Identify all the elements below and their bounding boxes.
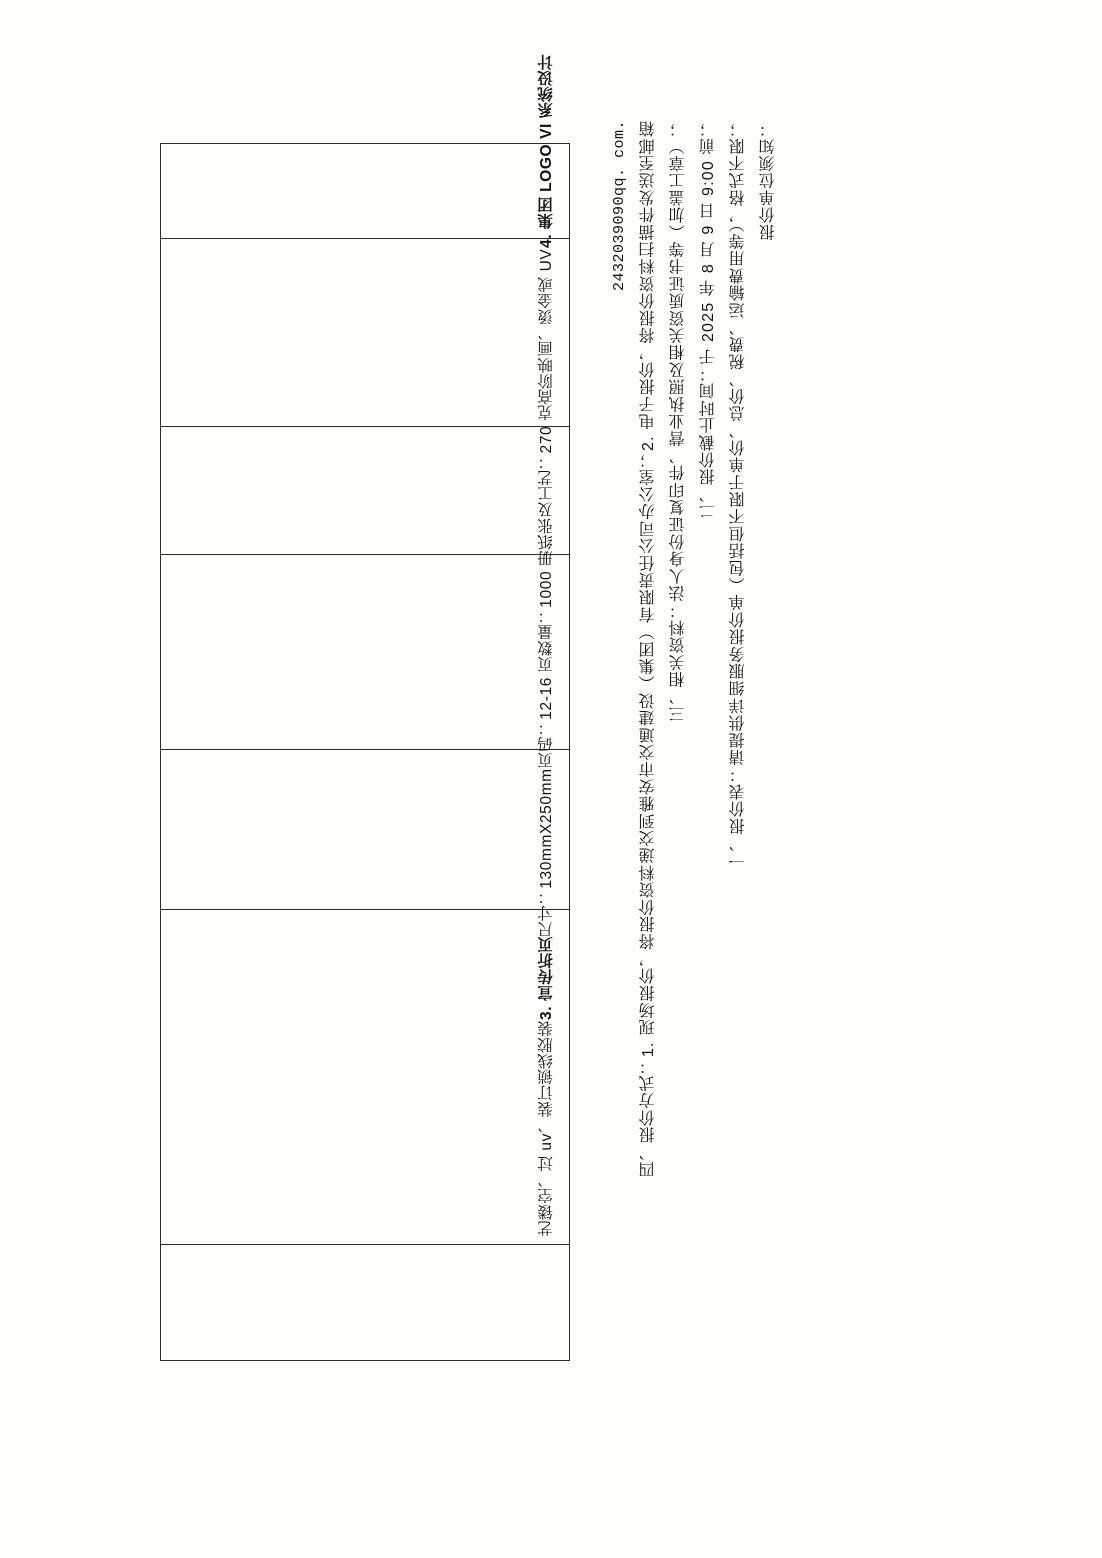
notice-item-1: 一、报价表：请提供详细服务报价单（包括但不限于单价、总价、税费、运输费用等），格式不限；: [730, 120, 747, 869]
spec-line: 4. 集团 LOGO VI 系统设: [538, 70, 556, 249]
table-row-specifications: [161, 54, 569, 1245]
spec-line: 艺镂空、过 uv、装订锁: [538, 1068, 556, 1236]
bidder-notice-columns: [612, 120, 791, 1178]
notice-item-2: 二、报价截止时间：于 2025 年 8 月 9 日 9:00 前；: [700, 120, 717, 520]
table-row: [161, 427, 569, 555]
spec-line: 阶映画、烫金或 UV: [538, 248, 556, 389]
table-row: [161, 750, 569, 910]
spec-line: 计: [538, 54, 556, 71]
notice-item-3: 三、相关资料：法人身份证复印件、营业执照及相关资质证书等（加盖工章）；: [670, 120, 687, 722]
spec-line: 纸张及工艺：270 克高: [538, 388, 556, 551]
spec-line: 3. 宣传折页: [538, 936, 556, 1021]
notice-email: 2432039090qq. com.: [611, 120, 628, 292]
table-row: [161, 144, 569, 239]
table-row: [161, 1245, 569, 1360]
table-row: [161, 555, 569, 750]
table-row: [161, 239, 569, 427]
spec-line: 页码：12-16 页: [538, 656, 556, 769]
notice-item-4: 四、报价方式：1. 现场报价，将报价资料递交到雅安市交通建设（集团）有限责任公司办公室；2. 电子报价，将报价资料扫描件发送至邮箱: [640, 120, 657, 1178]
notice-title: 报价单位须知：: [760, 120, 777, 241]
spec-line: 线胶装: [538, 1020, 556, 1069]
spec-line: 数量：1000 册: [538, 550, 556, 657]
bidder-notice-block: [612, 120, 802, 1450]
quotation-table: [160, 54, 570, 1361]
spec-line: 尺寸：130mmX250mm: [538, 768, 556, 937]
specification-text: [531, 54, 563, 1236]
